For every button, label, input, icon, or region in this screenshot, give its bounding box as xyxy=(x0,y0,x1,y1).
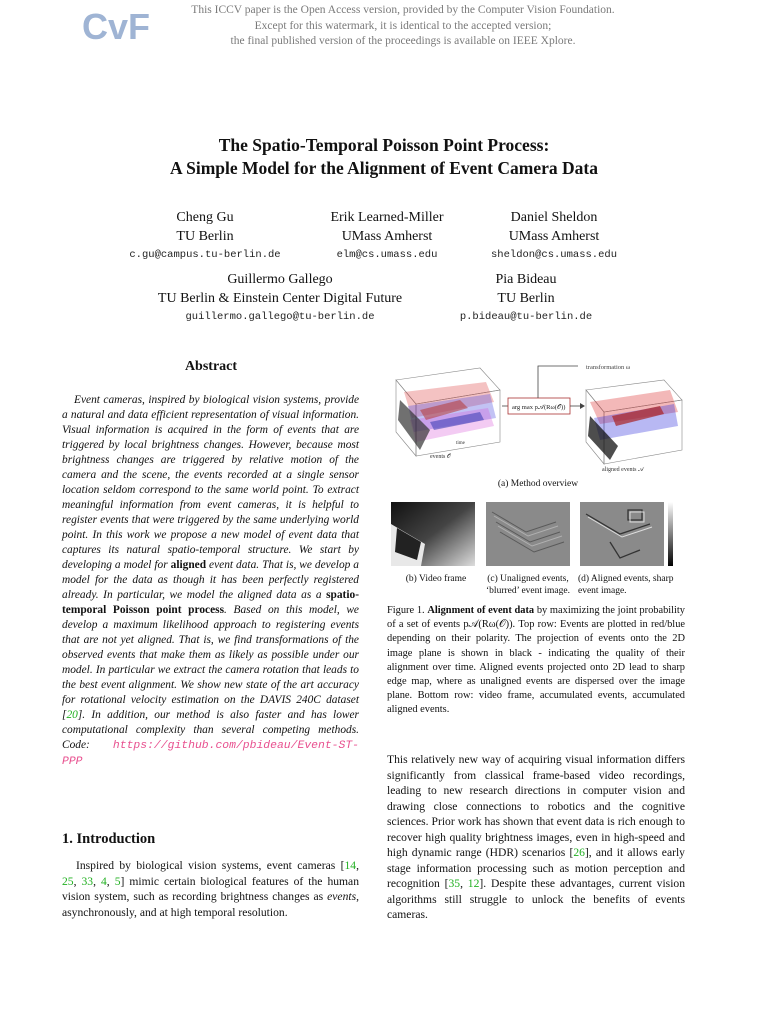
author-email[interactable]: p.bideau@tu-berlin.de xyxy=(459,311,593,323)
citation-link[interactable]: 4 xyxy=(101,874,107,888)
separator: , xyxy=(356,859,359,872)
abstract-bold: spatio-temporal Poisson point process xyxy=(62,589,359,616)
watermark-notice xyxy=(160,3,646,50)
citation-link[interactable]: 14 xyxy=(344,859,357,872)
intro-text: ] mimic certain biological features of the human vision system, such as recording brightness changes as xyxy=(62,874,359,903)
subfigure-caption: (b) Video frame xyxy=(405,574,467,584)
abstract-bold: aligned xyxy=(170,559,207,571)
event-cloud-right xyxy=(586,380,682,473)
unaligned-events-image xyxy=(486,502,570,566)
watermark-line: the final published version of the proceedings is available on IEEE Xplore. xyxy=(230,35,576,47)
citation-link[interactable]: 20 xyxy=(66,709,78,721)
video-frame-image xyxy=(391,502,475,566)
paper-title xyxy=(60,134,708,180)
transformation-label: transformation ω xyxy=(586,364,631,371)
watermark-line: Except for this watermark, it is identical to the accepted version; xyxy=(254,19,552,32)
author-email[interactable]: sheldon@cs.umass.edu xyxy=(490,249,618,261)
intro-paragraph-right xyxy=(387,752,685,923)
title-line-1: The Spatio-Temporal Poisson Point Process: xyxy=(218,135,550,155)
abstract-text: ]. In addition, our method is also faster and has lower computational complexity than several competing methods. Code: xyxy=(62,709,359,751)
author-affiliation: UMass Amherst xyxy=(508,229,600,244)
subfigure-caption: (a) Method overview xyxy=(497,479,579,489)
author-block xyxy=(105,208,305,265)
abstract-text: . Based on this model, we develop a maximum likelihood approach to registering events that are not yet aligned. That is, we find transformations of the observed events that make them as likely as possible under our model. In particular we extract the camera rotation that leads to the best event alignment. We show new state of the art accuracy for rotational velocity estimation on the DAVIS 240C dataset [ xyxy=(62,604,359,721)
citation-link[interactable]: 26 xyxy=(573,846,585,859)
separator: , xyxy=(93,874,101,888)
watermark-line: This ICCV paper is the Open Access version, provided by the Computer Vision Foundation. xyxy=(191,4,615,16)
author-name: Cheng Gu xyxy=(176,210,234,225)
author-email[interactable]: elm@cs.umass.edu xyxy=(336,249,438,261)
section-heading: 1. Introduction xyxy=(62,831,156,847)
aligned-events-image xyxy=(580,502,664,566)
argmax-label: arg max p𝒜(Rω(𝒪)) xyxy=(512,404,566,411)
subfigure-caption: (d) Aligned events, sharp event image. xyxy=(578,574,674,596)
events-label: events 𝒪 xyxy=(430,454,451,460)
author-affiliation: TU Berlin xyxy=(176,229,234,244)
body-text: ]. Despite these advantages, current vision algorithms still struggle to unlock the benefits of events cameras. xyxy=(387,877,686,921)
colorbar xyxy=(668,502,680,566)
intro-paragraph xyxy=(62,858,359,920)
separator: , xyxy=(106,874,115,888)
author-affiliation: UMass Amherst xyxy=(341,229,433,244)
author-affiliation: TU Berlin & Einstein Center Digital Future xyxy=(157,291,403,306)
abstract-heading: Abstract xyxy=(184,359,238,374)
code-link[interactable]: https://github.com/pbideau/Event-ST-PPP xyxy=(62,740,359,768)
abstract-text: event data. That is, we develop a model for the data as though it has been perfectly registered already. In particular, we model the aligned data as a xyxy=(62,559,359,601)
abstract-body xyxy=(62,393,359,770)
time-axis-label: time xyxy=(456,441,465,446)
subfigure-caption: (c) Unaligned events, ‘blurred’ event image. xyxy=(486,574,570,596)
title-line-2: A Simple Model for the Alignment of Event Camera Data xyxy=(170,158,598,178)
separator: , xyxy=(73,874,82,888)
author-email[interactable]: c.gu@campus.tu-berlin.de xyxy=(129,249,281,261)
abstract-text: Event cameras, inspired by biological vision systems, provide a natural and data efficient representation of visual information. Visual information is acquired in the form of events that are triggered by local brightness changes. However, because most brightness changes are triggered by relative motion of the camera and the scene, the events recorded at a single sensor location seldom correspond to the same world point. To extract meaningful information from event cameras, it is helpful to register events that were triggered by the same underlying world point. In this work we propose a new model of event data that captures its natural spatio-temporal structure. We start by developing a model for xyxy=(62,394,359,571)
method-overview-figure xyxy=(390,360,686,476)
intro-text: Inspired by biological vision systems, event cameras [ xyxy=(76,859,345,872)
figure-caption xyxy=(387,604,685,718)
citation-link[interactable]: 12 xyxy=(467,877,480,890)
author-name: Guillermo Gallego xyxy=(227,272,333,287)
citation-link[interactable]: 25 xyxy=(62,874,74,888)
author-name: Erik Learned-Miller xyxy=(330,210,444,225)
aligned-events-label: aligned events 𝒜 xyxy=(602,467,644,473)
author-email[interactable]: guillermo.gallego@tu-berlin.de xyxy=(185,311,375,323)
figure-caption-bold: Alignment of event data xyxy=(427,605,535,616)
figure-caption-text: by maximizing the joint probability of a set of events p𝒜(Rω(𝒪)). Top row: Events are plotted in red/blue depending on their polarity. The projection of events onto the 2D image plane is shown in black - indicating the quality of their alignment over time. Aligned events projected onto 2D lead to sharp edge map, where as unaligned events are dispersed over the image plane. Bottom row: video frame, accumulated events, accumulated aligned events. xyxy=(387,605,686,716)
author-block xyxy=(140,270,420,327)
citation-link[interactable]: 35 xyxy=(448,877,461,890)
author-block xyxy=(426,270,626,327)
author-affiliation: TU Berlin xyxy=(497,291,555,306)
body-text: This relatively new way of acquiring visual information differs significantly from classical frame-based video recordings, leading to new research directions in computer vision and drawing close connections to robotics and the cognitive sciences. Prior work has shown that event data is rich enough to recover high quality brightness images, even in high-speed and high dynamic range (HDR) scenarios [ xyxy=(387,753,685,859)
citation-link[interactable]: 33 xyxy=(81,874,94,888)
cvf-logo xyxy=(82,5,151,47)
intro-italic: events xyxy=(327,890,357,903)
citation-link[interactable]: 5 xyxy=(114,874,121,888)
separator: , xyxy=(460,877,468,890)
author-block xyxy=(454,208,654,265)
body-text: ], and it allows early stage information processing such as motion perception and recognition [ xyxy=(387,846,685,890)
intro-text: , asynchronously, and at high temporal resolution. xyxy=(62,890,359,919)
author-name: Daniel Sheldon xyxy=(510,210,598,225)
figure-label: Figure 1. xyxy=(387,605,428,616)
cvf-logo-text: CvF xyxy=(82,6,151,47)
author-name: Pia Bideau xyxy=(495,272,557,287)
event-cloud-left xyxy=(396,368,500,460)
